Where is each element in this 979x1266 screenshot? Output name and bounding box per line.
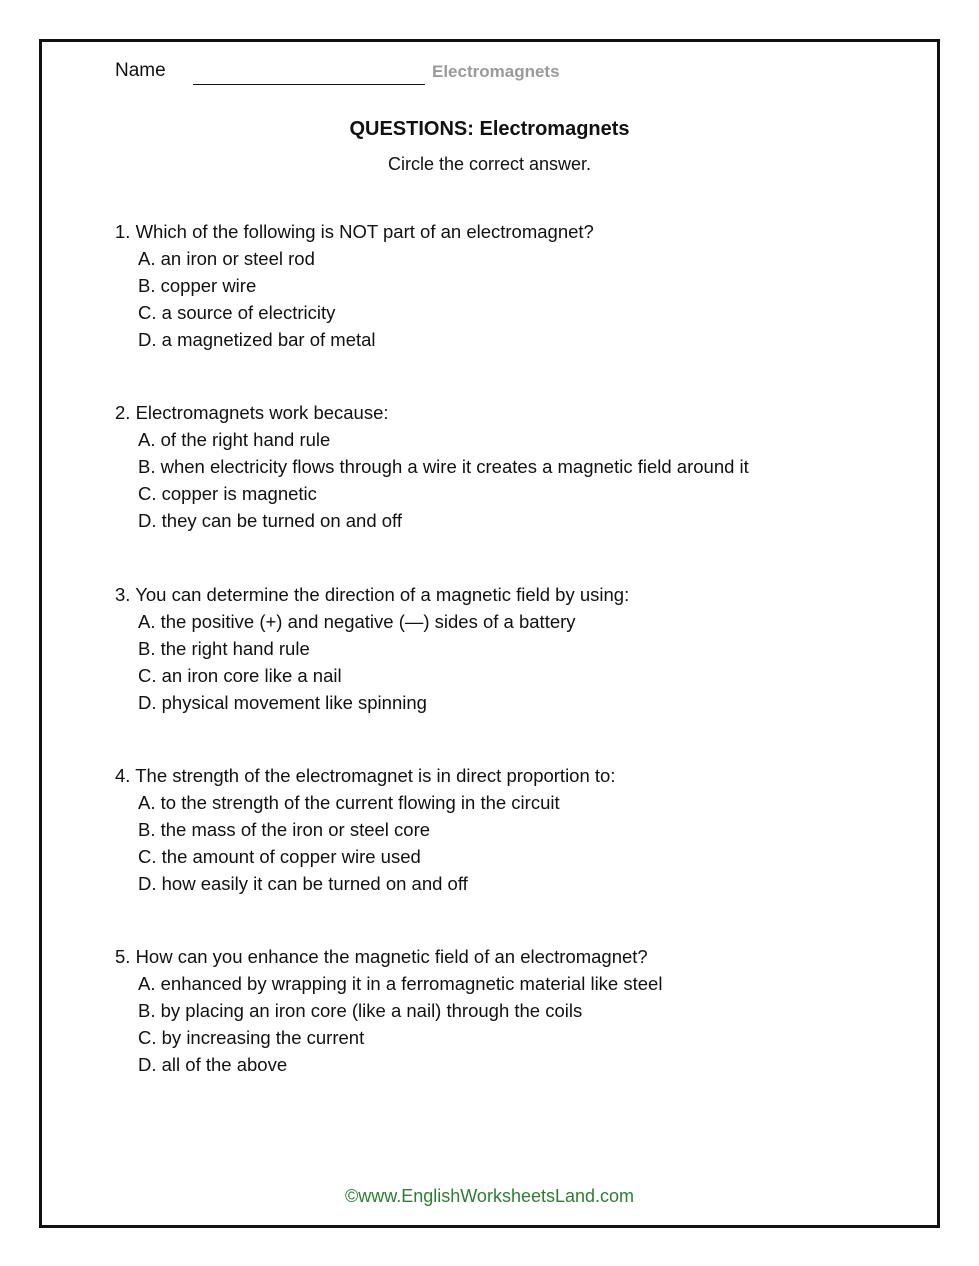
question-prompt: 2. Electromagnets work because: [115,402,389,423]
name-blank-line [193,84,425,85]
answer-choice-a: A. an iron or steel rod [138,248,315,269]
answer-choice-d: D. physical movement like spinning [138,692,427,713]
question-1 [115,218,594,353]
copyright-footer: ©www.EnglishWorksheetsLand.com [344,1186,635,1206]
answer-choice-a: A. to the strength of the current flowing in the circuit [138,792,560,813]
answer-choice-c: C. a source of electricity [138,302,336,323]
answer-choice-c: C. copper is magnetic [138,483,317,504]
answer-choice-d: D. all of the above [138,1054,288,1075]
page-title: QUESTIONS: Electromagnets [349,118,630,140]
answer-choice-c: C. an iron core like a nail [138,665,342,686]
question-prompt: 4. The strength of the electromagnet is in direct proportion to: [115,765,616,786]
question-prompt: 1. Which of the following is NOT part of an electromagnet? [115,221,594,242]
name-label: Name [115,60,166,81]
answer-choice-c: C. by increasing the current [138,1027,365,1048]
question-3 [115,581,629,716]
instructions: Circle the correct answer. [387,154,592,174]
answer-choice-a: A. of the right hand rule [138,429,331,450]
answer-choice-b: B. copper wire [138,275,257,296]
worksheet-topic-tag: Electromagnets [432,62,560,81]
answer-choice-a: A. the positive (+) and negative (—) sides of a battery [138,611,576,632]
answer-choice-c: C. the amount of copper wire used [138,846,421,867]
answer-choice-d: D. how easily it can be turned on and off [138,873,468,894]
answer-choice-b: B. the right hand rule [138,638,310,659]
question-4 [115,762,615,897]
question-prompt: 3. You can determine the direction of a magnetic field by using: [115,584,630,605]
answer-choice-d: D. they can be turned on and off [138,510,402,531]
question-2 [115,399,749,534]
question-5 [115,943,662,1078]
answer-choice-d: D. a magnetized bar of metal [138,329,376,350]
answer-choice-b: B. the mass of the iron or steel core [138,819,431,840]
answer-choice-b: B. by placing an iron core (like a nail) through the coils [138,1000,583,1021]
answer-choice-b: B. when electricity flows through a wire it creates a magnetic field around it [138,456,749,477]
question-prompt: 5. How can you enhance the magnetic field of an electromagnet? [115,946,648,967]
answer-choice-a: A. enhanced by wrapping it in a ferromagnetic material like steel [138,973,663,994]
